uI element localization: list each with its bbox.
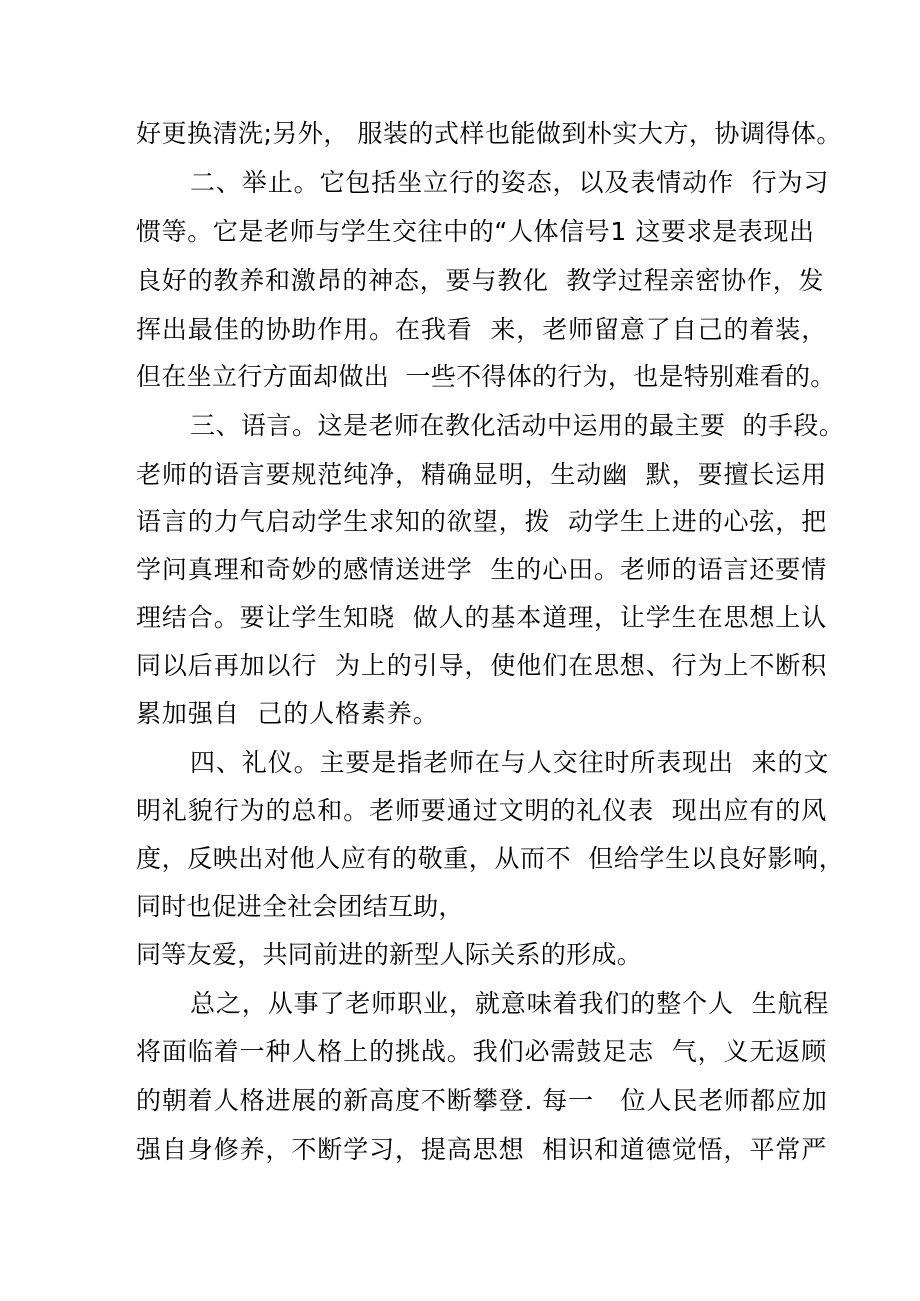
text-line: 理结合。要让学生知晓 做人的基本道理，让学生在思想上认 <box>136 603 828 632</box>
text-line: 挥出最佳的协助作用。在我看 来，老师留意了自己的着装， <box>136 315 828 344</box>
text-line: 三、语言。这是老师在教化活动中运用的最主要 的手段。 <box>190 411 845 440</box>
text-line: 良好的教养和激昂的神态，要与教化 教学过程亲密协作，发 <box>136 266 825 295</box>
text-line: 的朝着人格进展的新高度不断攀登. 每一 位人民老师都应加 <box>136 1086 828 1115</box>
text-line: 但在坐立行方面却做出 一些不得体的行为，也是特别难看的。 <box>136 362 836 391</box>
text-line: 学问真理和奇妙的感情送进学 生的心田。老师的语言还要情 <box>136 555 828 584</box>
text-line: 二、举止。它包括坐立行的姿态，以及表情动作 行为习 <box>190 168 830 197</box>
text-line: 好更换清洗;另外， 服装的式样也能做到朴实大方，协调得体。 <box>136 119 842 148</box>
text-line: 明礼貌行为的总和。老师要通过文明的礼仪表 现出应有的风 <box>136 796 828 825</box>
text-line: 度，反映出对他人应有的敬重，从而不 但给学生以良好影响， <box>136 844 845 873</box>
text-line: 同时也促进全社会团结互助， <box>136 892 464 921</box>
text-line: 惯等。它是老师与学生交往中的“人体信号1 这要求是表现出 <box>136 217 815 246</box>
text-line: 强自身修养，不断学习，提高思想 相识和道德觉悟，平常严 <box>136 1135 828 1164</box>
text-line: 累加强自 己的人格素养。 <box>136 699 439 728</box>
text-line: 同以后再加以行 为上的引导，使他们在思想、行为上不断积 <box>136 651 828 680</box>
text-line: 同等友爱，共同前进的新型人际关系的形成。 <box>136 940 643 969</box>
text-line: 四、礼仪。主要是指老师在与人交往时所表现出 来的文 <box>190 748 830 777</box>
text-line: 语言的力气启动学生求知的欲望，拨 动学生上进的心弦，把 <box>136 507 828 536</box>
text-line: 总之，从事了老师职业，就意味着我们的整个人 生航程 <box>190 989 830 1018</box>
text-line: 将面临着一种人格上的挑战。我们必需鼓足志 气，义无返顾 <box>136 1037 828 1066</box>
text-line: 老师的语言要规范纯净，精确显明，生动幽 默，要擅长运用 <box>136 460 828 489</box>
